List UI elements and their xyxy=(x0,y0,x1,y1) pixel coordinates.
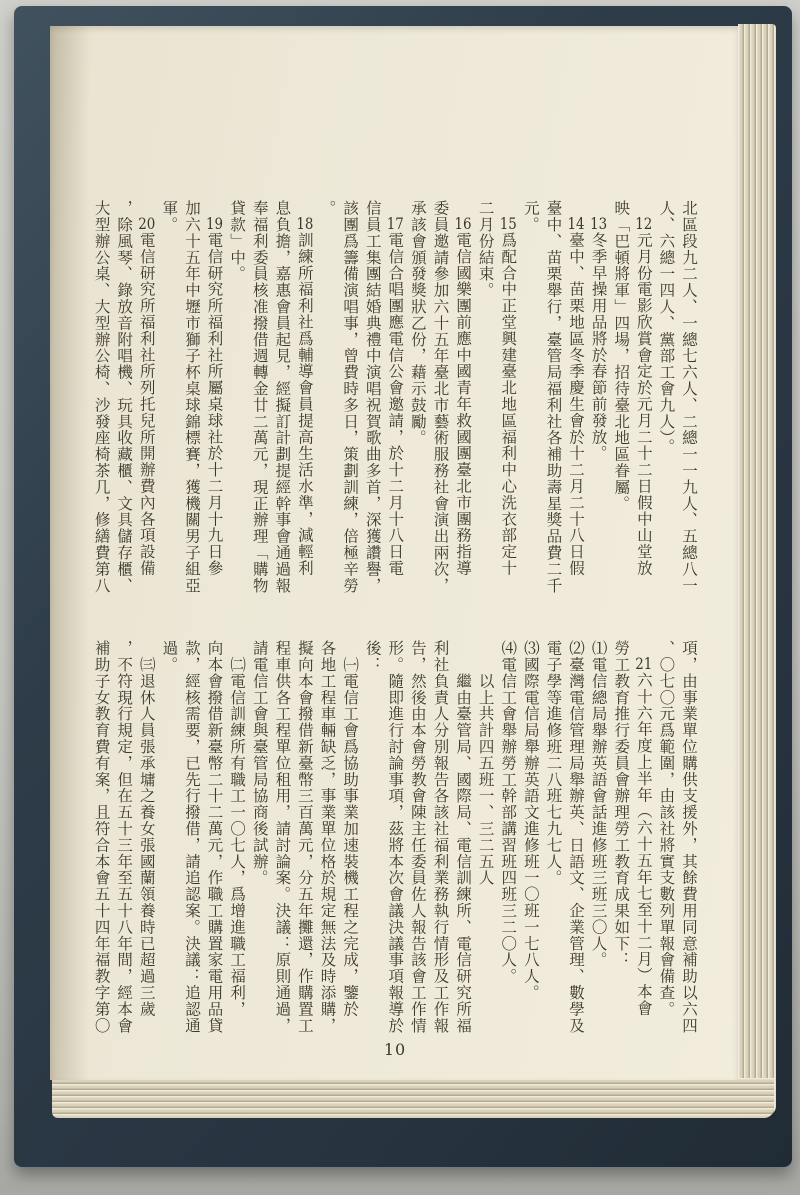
text-column: 元。 xyxy=(521,200,540,233)
page-number: 10 xyxy=(383,1040,407,1059)
text-column: ㈡電信訓練所有職工一〇七人，爲增進職工福利， xyxy=(228,640,247,1018)
text-column: ㈠電信工會爲協助事業加速裝機工程之完成，鑒於 xyxy=(341,640,360,1018)
text-column: ，除風琴、錄放音附唱機、玩具收藏櫃、文具儲存櫃、 xyxy=(115,200,134,594)
text-column: 形。隨即進行討論事項，茲將本次會議決議事項報導於 xyxy=(386,640,405,1034)
text-column: 項，由事業單位購供支援外，其餘費用同意補助以六四 xyxy=(680,640,698,1034)
text-column: 映「巴頓將軍」四場，招待臺北地區眷屬。 xyxy=(612,200,631,512)
text-column: 過。 xyxy=(160,640,179,673)
text-block-bottom xyxy=(90,640,700,1072)
text-column: 信員工集團結婚典禮中演唱祝賀歌曲多首，深獲讚譽， xyxy=(363,200,382,594)
text-column: 補助子女教育費有案，且符合本會五十四年福教字第〇 xyxy=(92,640,111,1034)
text-column: 奉福利委員核准撥借週轉金廿二萬元，現正辦理「購物 xyxy=(250,200,269,594)
text-column: 款，經核需要，已先行撥借，請追認案。決議：追認通 xyxy=(182,640,201,1034)
text-column: 12元月份電影欣賞會定於元月二十二日假中山堂放 xyxy=(634,216,653,577)
text-column: 20電信研究所福利社所列托兒所開辦費內各項設備 xyxy=(137,216,156,577)
text-column: 二月份結束。 xyxy=(476,200,495,299)
text-column: 軍。 xyxy=(160,200,179,233)
text-column: 加六十五年中壢市獅子杯桌球錦標賽，獲機關男子組亞 xyxy=(182,200,201,594)
text-column: ⑷電信工會舉辦勞工幹部講習班四班三二〇人。 xyxy=(499,640,518,985)
text-column: 告，然後由本會勞教會陳主任委員佐人報告該會工作情 xyxy=(408,640,427,1034)
text-column: 21六十六年度上半年（六十五年七至十二月）本會 xyxy=(634,656,653,1017)
text-column: 17電信合唱團應電信公會邀請，於十二月十八日電 xyxy=(386,216,405,577)
text-column: ㈢退休人員張承墉之養女張國蘭領養時已超過三歲 xyxy=(137,640,156,1018)
gutter-shadow xyxy=(50,26,90,1080)
text-column: 請電信工會與臺管局協商後試辦。 xyxy=(250,640,269,886)
text-column: 15爲配合中正堂興建臺北地區福利中心洗衣部定十 xyxy=(499,216,518,577)
text-column: 大型辦公桌、大型辦公椅、沙發座椅茶几，修繕費第八 xyxy=(92,200,111,594)
text-column: 以上共計四五班一、三二五人 xyxy=(476,640,495,886)
text-column: 19電信研究所福利社所屬桌球社於十二月十九日參 xyxy=(205,216,224,577)
text-column: 電子學等進修班二八班七九七人。 xyxy=(544,640,563,886)
text-column: 息負擔，嘉惠會員起見，經擬訂計劃提經幹事會通過報 xyxy=(273,200,292,594)
text-column: ⑶國際電信局舉辦英語文進修班一〇班一七八人。 xyxy=(521,640,540,1001)
text-column: 18訓練所福利社爲輔導會員提高生活水準，減輕利 xyxy=(295,216,314,577)
text-column: 16電信國樂團前應中國青年救國團臺北市團務指導 xyxy=(454,216,473,577)
text-column: ⑵臺灣電信管理局舉辦英、日語文、企業管理、數學及 xyxy=(567,640,586,1034)
text-column: 後： xyxy=(363,640,382,673)
text-column: 該團爲籌備演唱事，曾費時多日，策劃訓練，倍極辛勞 xyxy=(341,200,360,594)
page-edges-right xyxy=(738,24,776,1116)
text-column: 14臺中、苗栗地區冬季慶生會於十二月二十八日假 xyxy=(567,216,586,577)
text-column: 委員邀請參加六十五年臺北市藝術服務社會演出兩次， xyxy=(431,200,450,594)
text-column: 臺中、苗栗舉行，臺管局福利社各補助壽星獎品費二千 xyxy=(544,200,563,594)
text-column: 、〇七〇元爲範圍，由該社將實支數列單報會備查。 xyxy=(657,640,676,1018)
text-column: 承該會頒發獎狀乙份，藉示鼓勵。 xyxy=(408,200,427,446)
text-column: ⑴電信總局舉辦英語會話進修班三班三〇人。 xyxy=(589,640,608,968)
text-column: 貸款」中。 xyxy=(228,200,247,282)
text-column: 各地工程車輛缺乏，事業單位格於規定無法及時添購， xyxy=(318,640,337,1034)
page-edges-bottom xyxy=(52,1078,774,1118)
text-column: 。 xyxy=(318,200,337,217)
text-column: 13冬季早操用品將於春節前發放。 xyxy=(589,216,608,462)
text-column: 人、六總一四人、黨部工會九人）。 xyxy=(657,200,676,455)
text-column: 程車供各工程單位租用，請討論案。決議：原則通過， xyxy=(273,640,292,1034)
text-column: 北區段九二人、一總七六人、二總一一九人、五總八一 xyxy=(680,200,698,594)
text-column: ，不符現行規定，但在五十三年至五十八年間，經本會 xyxy=(115,640,134,1034)
text-column: 向本會撥借新臺幣二十二萬元，作職工購置家電用品貸 xyxy=(205,640,224,1034)
text-column: 繼由臺管局、國際局、電信訓練所、電信研究所福 xyxy=(454,640,473,1034)
text-column: 利社負責人分別報告各該社福利業務執行情形及工作報 xyxy=(431,640,450,1034)
text-column: 勞工教育推行委員會辦理勞工教育成果如下： xyxy=(612,640,631,968)
text-column: 擬向本會撥借新臺幣三百萬元，分五年攤還，作購置工 xyxy=(295,640,314,1034)
text-block-top xyxy=(90,200,700,622)
book-page xyxy=(50,26,738,1080)
